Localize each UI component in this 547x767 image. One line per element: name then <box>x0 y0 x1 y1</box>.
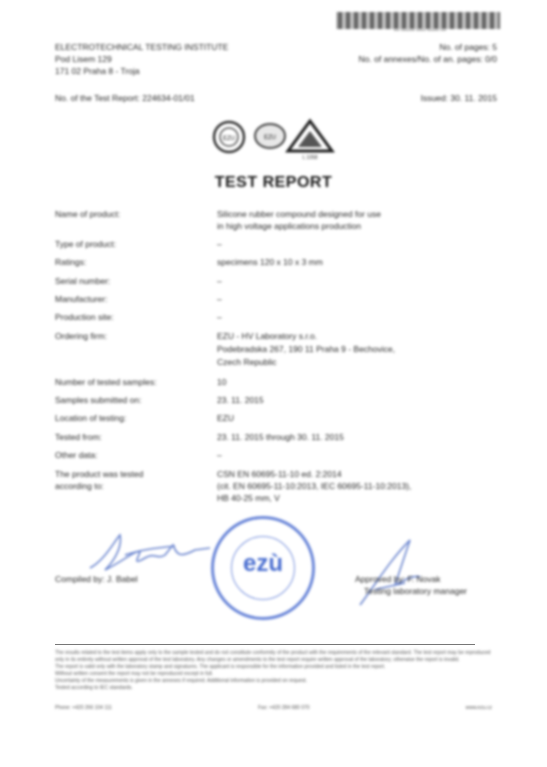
tested-according-value-3: HB 40-25 mm, V <box>217 493 280 503</box>
ezu-round-logo-icon <box>214 122 244 152</box>
testing-location-value: EZU <box>217 413 234 423</box>
ratings-value: specimens 120 x 10 x 3 mm <box>217 257 323 267</box>
product-type-label: Type of product: <box>55 239 116 249</box>
barcode <box>337 12 500 29</box>
product-type-value: – <box>217 239 222 249</box>
stamp-logo-text: ezù <box>242 550 283 577</box>
production-site-label: Production site: <box>55 312 114 322</box>
tested-according-value-2: (cit. EN 60695-11-10:2013, IEC 60695-11-10:2013), <box>217 481 412 491</box>
testing-location-label: Location of testing: <box>55 413 127 423</box>
samples-submitted-label: Samples submitted on: <box>55 395 142 405</box>
footer-website[interactable]: www.ezu.cz <box>465 705 492 711</box>
ordering-firm-label: Ordering firm: <box>55 331 107 341</box>
product-name-label: Name of product: <box>55 209 121 219</box>
other-data-label: Other data: <box>55 450 98 460</box>
footer-disclaimer-2: only in its entirety without written approval of the test laboratory. Any changes or amendments to the test report require written approval of the laboratory; otherwise the report is invalid. <box>55 657 460 663</box>
footer-phone: Phone: +420 266 104 111 <box>55 705 112 711</box>
tested-from-label: Tested from: <box>55 432 102 442</box>
approved-by: Approved by: F. Novak <box>355 574 441 584</box>
serial-number-value: – <box>217 276 222 286</box>
approver-title: Testing laboratory manager <box>364 586 468 596</box>
samples-count-value: 10 <box>217 377 227 387</box>
accreditation-triangle-icon <box>288 121 332 161</box>
svg-text:EZU: EZU <box>223 136 235 142</box>
tested-according-label-2: according to: <box>55 481 104 491</box>
barcode-number: *** ******* ***** ****** *** <box>393 29 447 35</box>
ordering-firm-value-3: Czech Republic <box>217 357 277 367</box>
certification-logos <box>212 118 338 162</box>
ratings-label: Ratings: <box>55 257 87 267</box>
manufacturer-label: Manufacturer: <box>55 294 108 304</box>
tested-according-value-1: CSN EN 60695-11-10 ed. 2:2014 <box>217 469 342 479</box>
report-number: No. of the Test Report: 224634-01/01 <box>55 93 195 103</box>
tested-according-label-1: The product was tested <box>55 469 144 479</box>
product-name-value-1: Silicone rubber compound designed for use <box>217 209 381 219</box>
svg-text:L 1058: L 1058 <box>302 155 318 161</box>
manufacturer-value: – <box>217 294 222 304</box>
document-title: TEST REPORT <box>214 174 333 191</box>
samples-count-label: Number of tested samples: <box>55 377 157 387</box>
product-name-value-2: in high voltage applications production <box>217 221 362 231</box>
footer-disclaimer-3: The report is valid only with the laboratory stamp and signatures. The applicant is responsible for the information provided and listed in the test report. <box>55 664 386 670</box>
footer-disclaimer-1: The results related to the test items apply only to the sample tested and do not constitute conformity of the product with the requirements of the relevant standard. The test report may be reproduced <box>55 650 491 656</box>
ordering-firm-value-1: EZU - HV Laboratory s.r.o. <box>217 331 318 341</box>
compiler-signature <box>85 530 215 575</box>
footer-divider <box>55 644 475 645</box>
annex-count: No. of annexes/No. of an. pages: 0/0 <box>358 54 497 64</box>
samples-submitted-value: 23. 11. 2015 <box>217 395 264 405</box>
footer-disclaimer-4: Without written consent the report may not be reproduced except in full. <box>55 671 214 677</box>
tested-from-value: 23. 11. 2015 through 30. 11. 2015 <box>217 432 344 442</box>
footer-fax: Fax: +420 284 680 070 <box>258 705 310 711</box>
address-line-1: Pod Lisem 129 <box>55 54 112 64</box>
address-line-2: 171 02 Praha 8 - Troja <box>55 66 140 76</box>
footer-disclaimer-6: Tested according to IEC standards. <box>55 685 133 691</box>
pages-count: No. of pages: 5 <box>439 42 497 52</box>
serial-number-label: Serial number: <box>55 276 111 286</box>
footer-disclaimer-5: Uncertainty of the measurements is given in the annexes if required. Additional information is provided on request. <box>55 678 308 684</box>
approver-signature <box>350 535 430 610</box>
compiled-by: Compiled by: J. Babel <box>55 574 138 584</box>
ordering-firm-value-2: Podebradska 267, 190 11 Praha 9 - Bechovice, <box>217 344 395 354</box>
other-data-value: – <box>217 450 222 460</box>
svg-text:EZU: EZU <box>264 135 276 141</box>
issue-date: Issued: 30. 11. 2015 <box>420 93 497 103</box>
production-site-value: – <box>217 312 222 322</box>
institute-name: ELECTROTECHNICAL TESTING INSTITUTE <box>55 42 229 52</box>
ezu-oval-logo-icon <box>255 124 285 148</box>
